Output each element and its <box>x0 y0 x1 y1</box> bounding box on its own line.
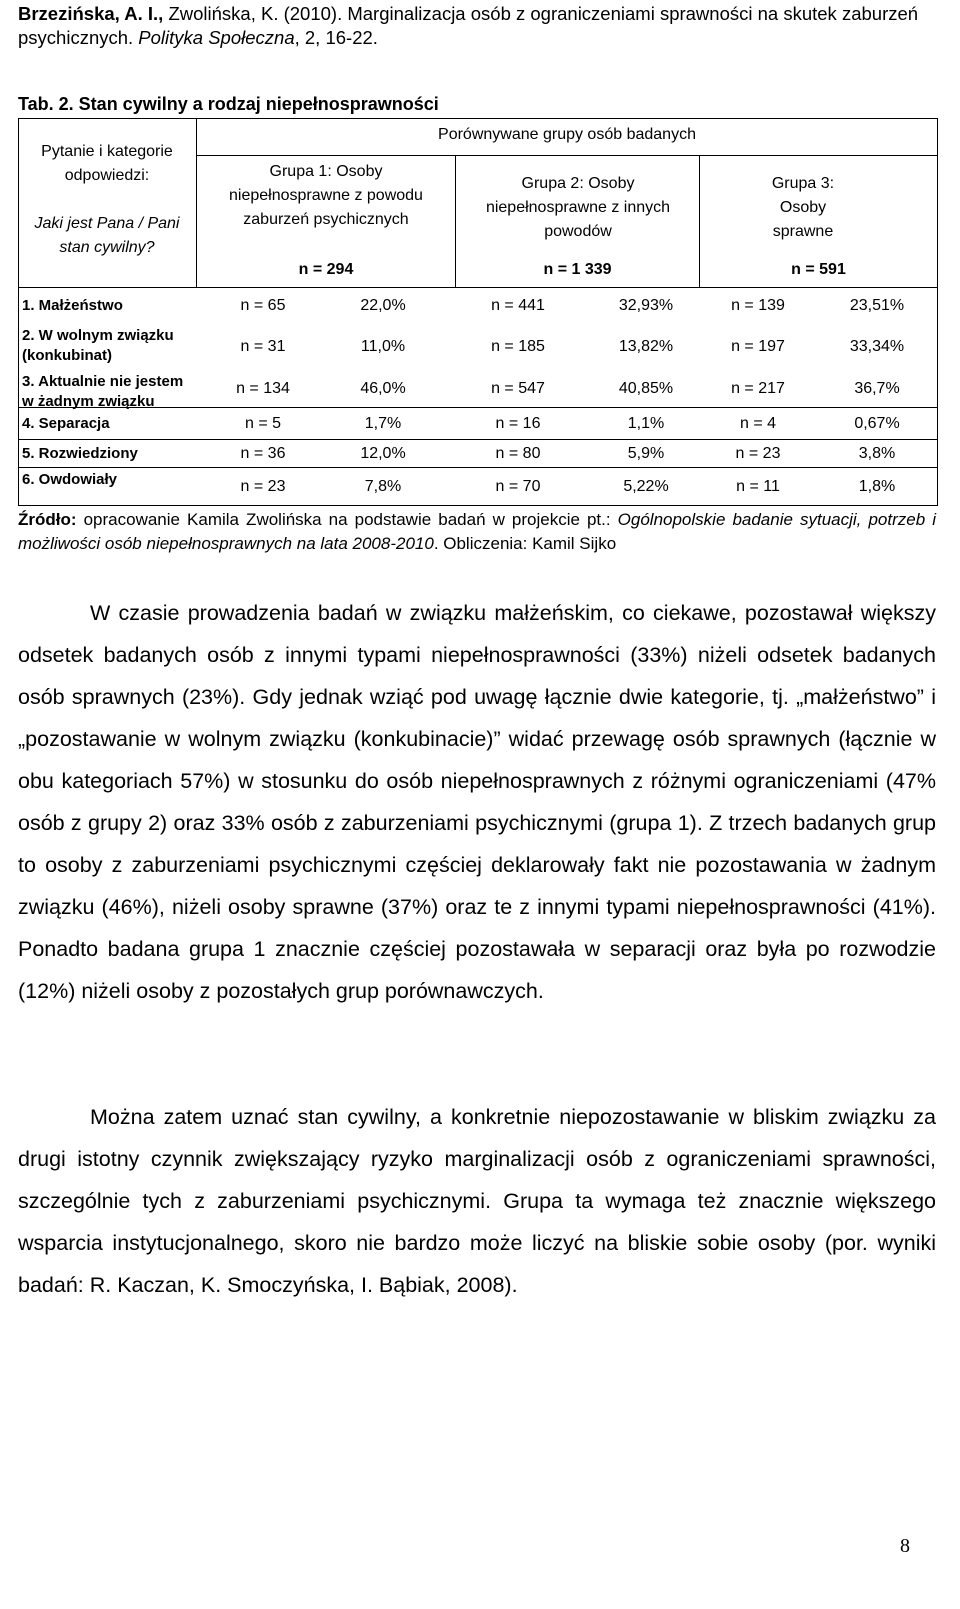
table-cell: 32,93% <box>618 297 674 314</box>
table-cell: 40,85% <box>618 380 674 397</box>
row-label: 1. Małżeństwo <box>22 297 123 314</box>
group-2-n: n = 1 339 <box>543 261 612 278</box>
table-cell: n = 217 <box>731 380 785 397</box>
page-number: 8 <box>900 1535 910 1557</box>
table-cell: 12,0% <box>360 445 406 462</box>
table-cell: 1,1% <box>627 415 665 432</box>
table-cell: n = 185 <box>491 338 545 355</box>
table-title: Tab. 2. Stan cywilny a rodzaj niepełnosprawności <box>18 94 439 114</box>
body-paragraph-1: W czasie prowadzenia badań w związku małżeńskim, co ciekawe, pozostawał większy odsetek badanych osób z innymi typami niepełnosprawności (33%) niżeli odsetek badanych osób sprawnych (23%). Gdy jednak wziąć pod uwagę łącznie dwie kategorie, tj. „małżeństwo” i „pozostawanie w wolnym związku (konkubinacie)” widać przewagę osób sprawnych (łącznie w obu kategoriach 57%) w stosunku do osób niepełnosprawnych z różnymi ograniczeniami (47% osób z grupy 2) oraz 33% osób z zaburzeniami psychicznymi (grupa 1). Z trzech badanych grup to osoby z zaburzeniami psychicznymi częściej deklarowały fakt nie pozostawania w żadnym związku (46%), niżeli osoby sprawne (37%) oraz te z innymi typami niepełnosprawności (41%). Ponadto badana grupa 1 znacznie częściej pozostawała w separacji oraz była po rozwodzie (12%) niżeli osoby z pozostałych grup porównawczych. <box>18 601 936 1003</box>
table-cell: n = 11 <box>736 478 780 495</box>
question-header: Pytanie i kategorie odpowiedzi: <box>41 143 173 184</box>
table-rule <box>18 439 937 440</box>
question-text: Jaki jest Pana / Pani stan cywilny? <box>34 215 180 256</box>
table-cell: n = 197 <box>731 338 785 355</box>
group-3-n: n = 591 <box>791 261 846 278</box>
table-cell: 13,82% <box>618 338 674 355</box>
citation <box>18 2 938 50</box>
source-tail: . Obliczenia: Kamil Sijko <box>433 534 617 553</box>
table-cell: n = 70 <box>495 478 541 495</box>
table-cell: 3,8% <box>858 445 896 462</box>
group-1-header: Grupa 1: Osoby niepełnosprawne z powodu zaburzeń psychicznych <box>229 163 423 228</box>
table-cell: 5,22% <box>623 478 669 495</box>
row-label: 2. W wolnym związku (konkubinat) <box>22 327 174 364</box>
table-cell: n = 36 <box>240 445 286 462</box>
table-cell: n = 4 <box>739 415 777 432</box>
source-label: Źródło: <box>18 510 77 529</box>
groups-header: Porównywane grupy osób badanych <box>438 126 696 143</box>
table-cell: 22,0% <box>360 297 406 314</box>
table-cell: n = 139 <box>731 297 785 314</box>
citation-tail: , 2, 16-22. <box>294 27 378 48</box>
group-3-header: Grupa 3: Osoby sprawne <box>771 175 835 240</box>
table-cell: n = 134 <box>236 380 290 397</box>
table-rule <box>196 155 937 156</box>
table-cell: 1,8% <box>858 478 896 495</box>
table-cell: 46,0% <box>360 380 406 397</box>
table-cell: 1,7% <box>364 415 402 432</box>
citation-text: Zwolińska, K. (2010). Marginalizacja osób z ograniczeniami sprawności na skutek zaburzeń psychicznych. <box>18 3 919 48</box>
row-label: 5. Rozwiedziony <box>22 445 138 462</box>
table-cell: 33,34% <box>849 338 905 355</box>
table-cell: 5,9% <box>627 445 665 462</box>
table-cell: n = 31 <box>240 338 286 355</box>
row-label: 3. Aktualnie nie jestem w żadnym związku <box>22 373 184 410</box>
table-cell: n = 16 <box>495 415 541 432</box>
table-cell: 36,7% <box>854 380 900 397</box>
table-cell: 7,8% <box>364 478 402 495</box>
table-cell: n = 23 <box>240 478 286 495</box>
table-cell: 0,67% <box>854 415 900 432</box>
data-table <box>18 118 938 506</box>
citation-journal: Polityka Społeczna <box>138 27 295 48</box>
table-cell: n = 23 <box>735 445 781 462</box>
source-title: Ogólnopolskie badanie sytuacji, potrzeb i możliwości osób niepełnosprawnych na lata 2008-2010 <box>18 510 936 553</box>
table-cell: 23,51% <box>849 297 905 314</box>
table-source <box>18 508 936 556</box>
body-paragraph-2: Można zatem uznać stan cywilny, a konkretnie niepozostawanie w bliskim związku za drugi istotny czynnik zwiększający ryzyko marginalizacji osób z ograniczeniami sprawności, szczególnie tych z zaburzeniami psychicznymi. Grupa ta wymaga też znacznie większego wsparcia instytucjonalnego, skoro nie bardzo może liczyć na bliskie sobie osoby (por. wyniki badań: R. Kaczan, K. Smoczyńska, I. Bąbiak, 2008). <box>18 1105 936 1297</box>
table-cell: n = 5 <box>244 415 282 432</box>
table-rule <box>18 287 937 288</box>
source-text: opracowanie Kamila Zwolińska na podstawie badań w projekcie pt.: <box>76 510 618 529</box>
table-cell: 11,0% <box>360 338 406 355</box>
table-cell: n = 441 <box>491 297 545 314</box>
table-cell: n = 547 <box>491 380 545 397</box>
group-2-header: Grupa 2: Osoby niepełnosprawne z innych powodów <box>485 175 671 240</box>
citation-authors: Brzezińska, A. I., <box>18 3 164 24</box>
group-1-n: n = 294 <box>298 261 354 278</box>
row-label: 6. Owdowiały <box>22 471 118 488</box>
row-label: 4. Separacja <box>22 415 110 432</box>
table-rule <box>18 467 937 468</box>
table-cell: n = 65 <box>240 297 286 314</box>
table-cell: n = 80 <box>495 445 541 462</box>
